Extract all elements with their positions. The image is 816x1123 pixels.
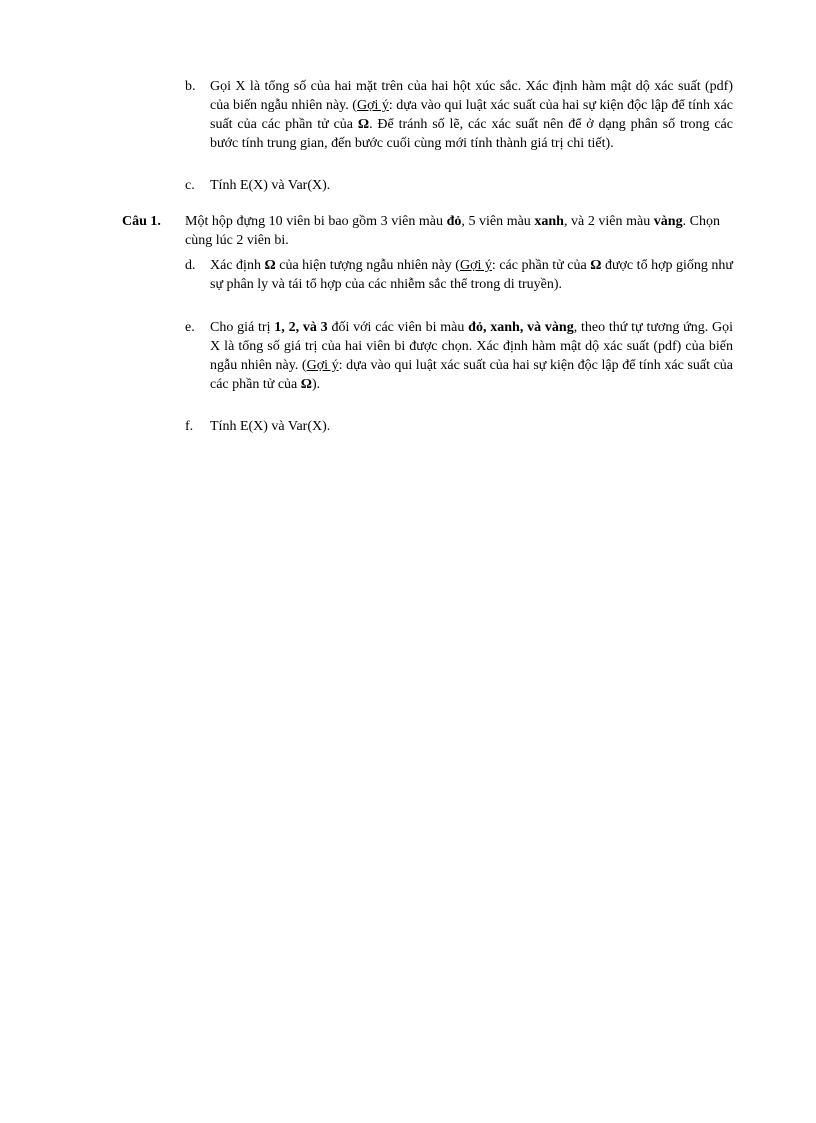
list-item-e <box>185 318 733 394</box>
item-text <box>210 77 733 153</box>
list-marker: f. <box>185 419 194 434</box>
bold-text: xanh <box>534 214 564 229</box>
text-run: : dựa vào qui luật xác suất của hai sự kiện độc lập để tính xác suất của các phần tử của <box>210 98 733 132</box>
question-text <box>185 212 720 250</box>
item-text <box>210 256 733 294</box>
hint-label: Gợi ý <box>459 258 492 273</box>
item-text <box>210 176 733 195</box>
question-1 <box>122 212 720 250</box>
text-run: Tính E(X) và Var(X). <box>210 419 331 434</box>
text-run: Gọi X là tổng số của hai mặt trên của hai hột xúc sắc. Xác định hàm mật dộ xác suất (pdf) của biến ngẫu nhiên này. ( <box>210 79 733 113</box>
bold-text: Ω <box>300 377 312 392</box>
bold-text: đỏ <box>446 214 462 229</box>
text-run: được tổ hợp giống như sự phân ly và tái tổ hợp của các nhiễm sắc thể trong di truyền). <box>210 258 734 292</box>
text-run: đối với các viên bi màu <box>327 320 469 335</box>
hint-label: Gợi ý <box>306 358 339 373</box>
question-label: Câu 1. <box>122 214 161 229</box>
text-run: , theo thứ tự tương ứng. Gọi X là tổng số giá trị của hai viên bi được chọn. Xác định hàm mật dộ xác suất (pdf) của biến ngẫu nhiên này. ( <box>210 320 734 373</box>
text-run: Xác định <box>210 258 265 273</box>
item-text <box>210 318 733 394</box>
item-text <box>210 417 733 436</box>
bold-text: Ω <box>264 258 276 273</box>
text-run: , 5 viên màu <box>461 214 535 229</box>
bold-text: vàng <box>653 214 683 229</box>
text-run: Một hộp đựng 10 viên bi bao gồm 3 viên màu <box>185 214 447 229</box>
list-marker: b. <box>185 79 196 94</box>
list-marker: c. <box>185 178 195 193</box>
text-run: của hiện tượng ngẫu nhiên này ( <box>275 258 460 273</box>
bold-text: 1, 2, và 3 <box>274 320 328 335</box>
list-item-f <box>185 417 733 436</box>
text-run: . Để tránh số lẽ, các xác suất nên để ở dạng phân số trong các bước tính trung gian, đến bước cuối cùng mới tính thành giá trị chi tiết). <box>210 117 733 151</box>
text-run: Cho giá trị <box>210 320 275 335</box>
list-item-c <box>185 176 733 195</box>
hint-label: Gợi ý <box>356 98 389 113</box>
text-run: , và 2 viên màu <box>563 214 654 229</box>
list-marker: e. <box>185 320 195 335</box>
list-item-b <box>185 77 733 153</box>
bold-text: Ω <box>590 258 602 273</box>
bold-text: đỏ, xanh, và vàng <box>468 320 574 335</box>
text-run: : các phần tử của <box>491 258 591 273</box>
list-item-d <box>185 256 733 294</box>
text-run: : dựa vào qui luật xác suất của hai sự kiện độc lập để tính xác suất của các phần tử của <box>210 358 733 392</box>
bold-text: Ω <box>357 117 370 132</box>
text-run: . Chọn cùng lúc 2 viên bi. <box>185 214 720 248</box>
text-run: Tính E(X) và Var(X). <box>210 178 331 193</box>
text-run: ). <box>311 377 321 392</box>
list-marker: d. <box>185 258 196 273</box>
